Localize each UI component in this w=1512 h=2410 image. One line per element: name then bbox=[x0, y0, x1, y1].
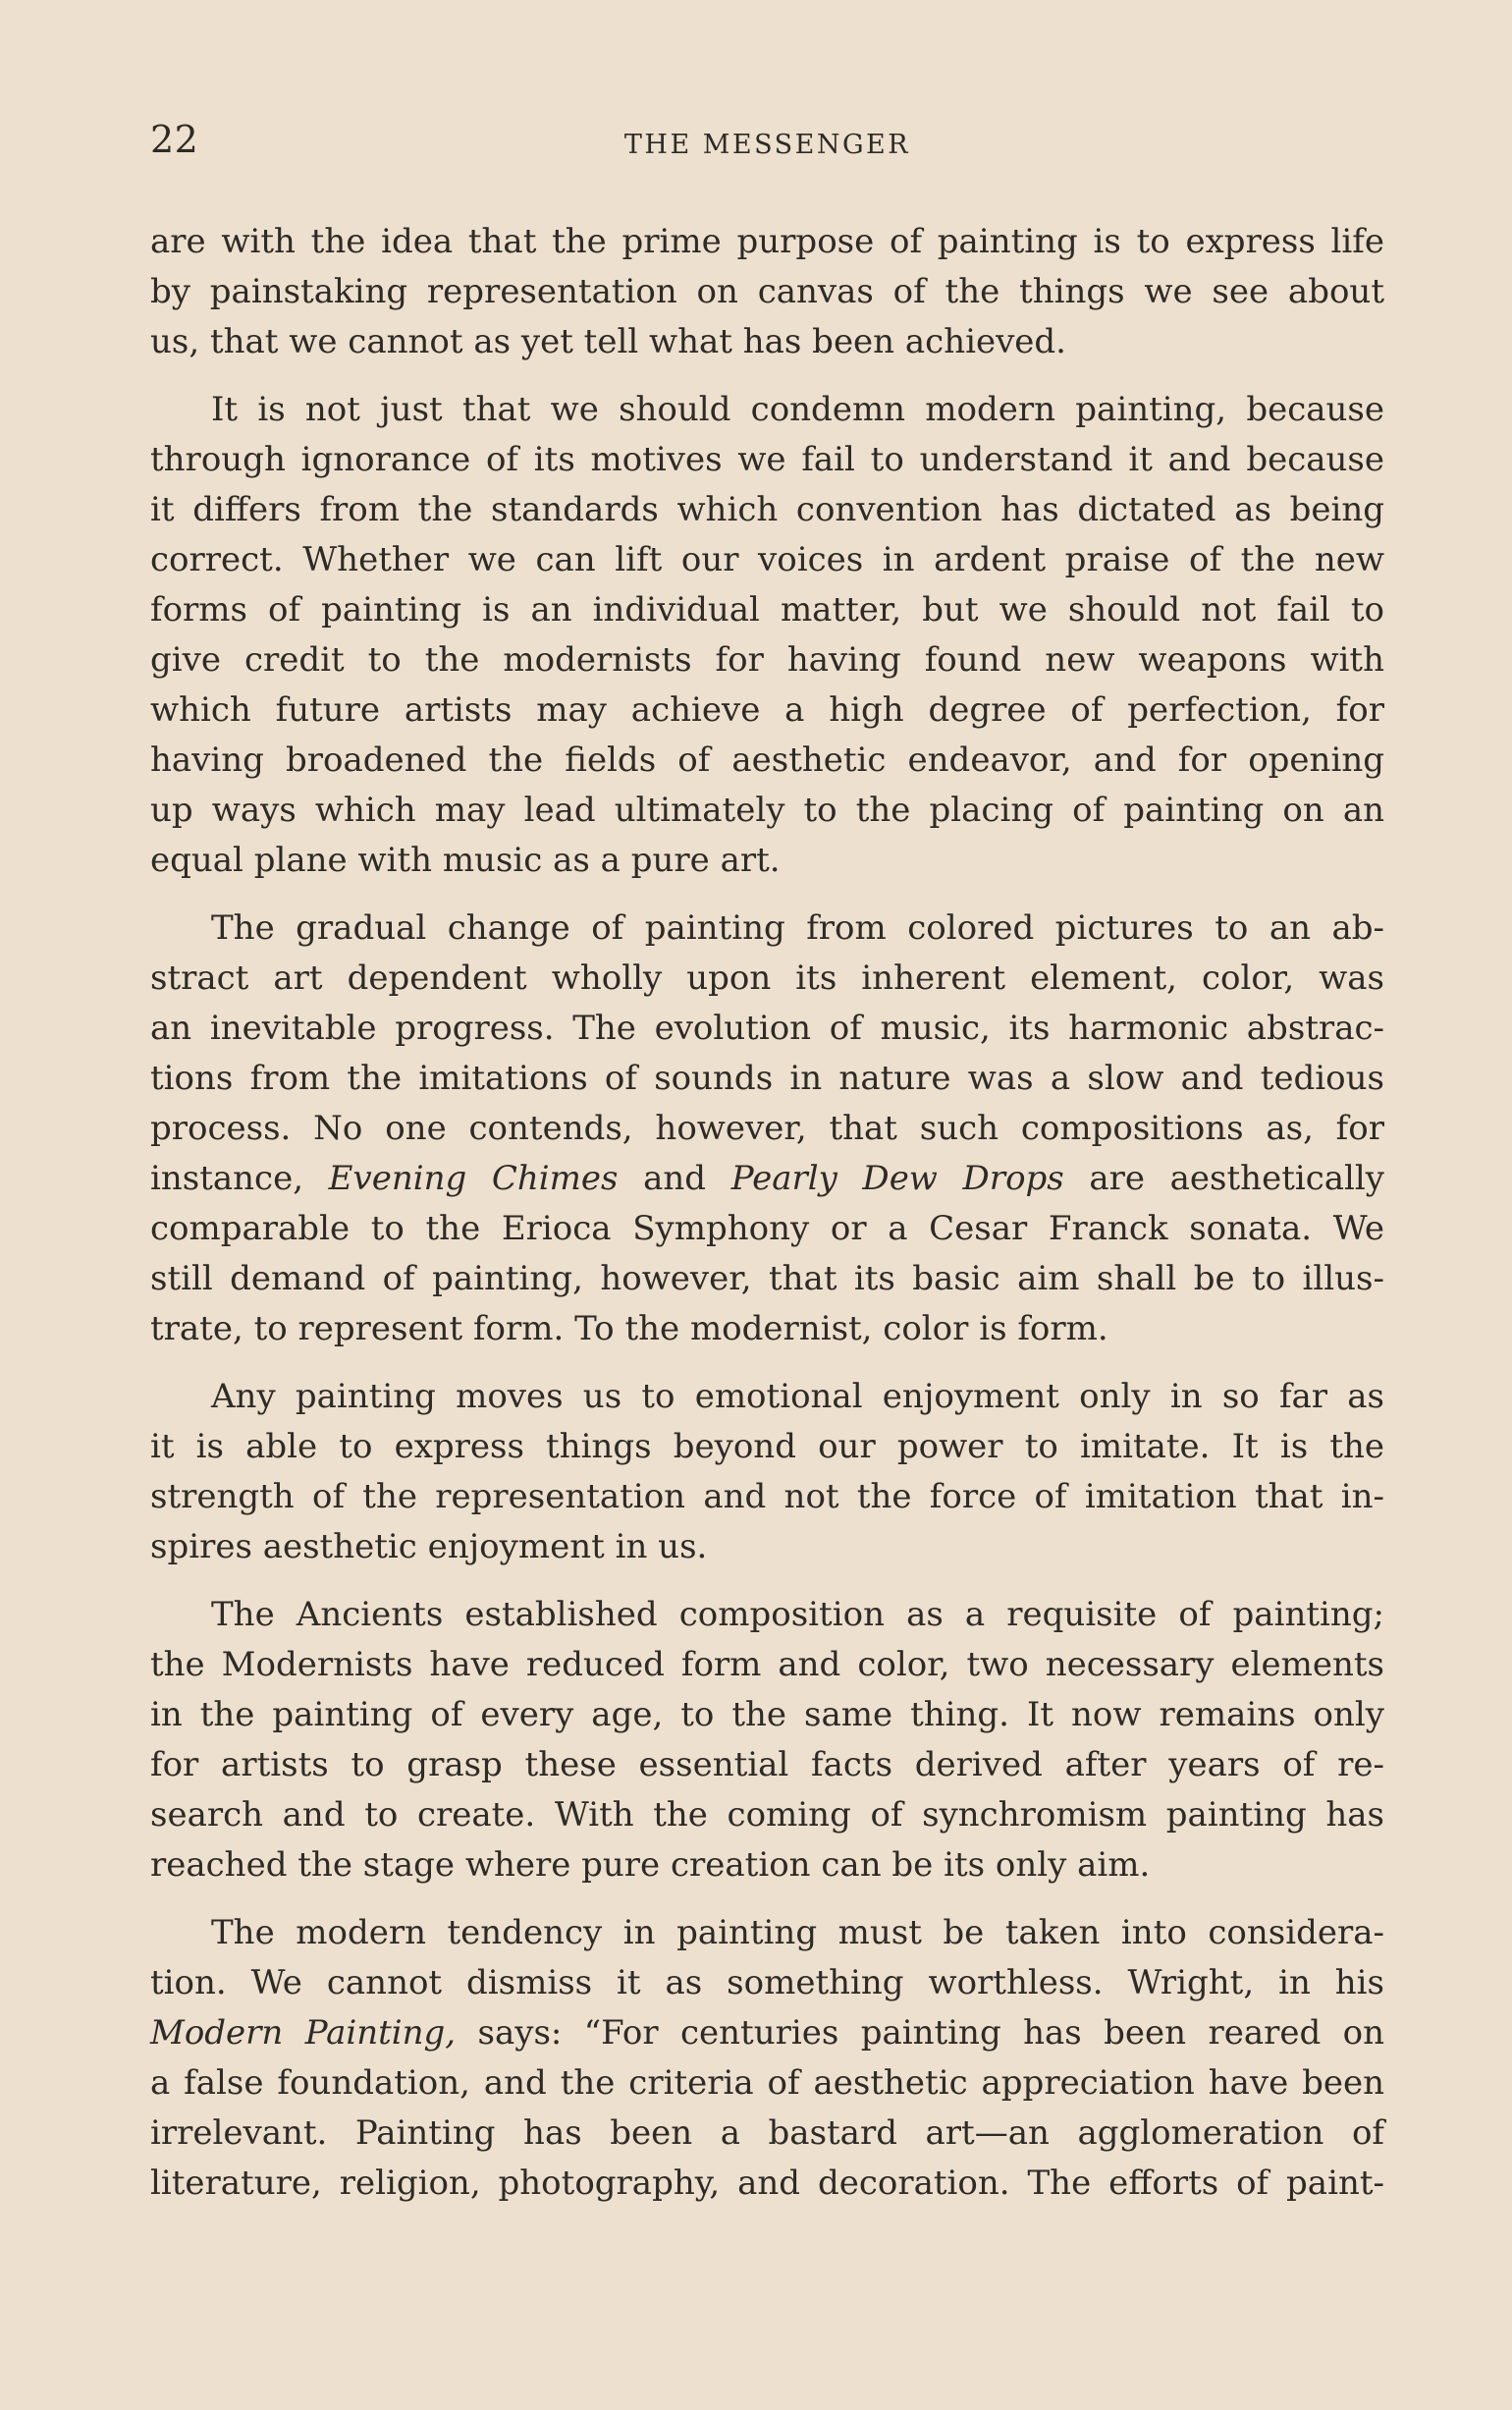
text-line: are with the idea that the prime purpose of painting is to express life bbox=[150, 222, 1384, 261]
text-line: The modern tendency in painting must be taken into considera- bbox=[211, 1913, 1384, 1952]
text-line: The gradual change of painting from colored pictures to an ab- bbox=[211, 908, 1384, 948]
text-line: give credit to the modernists for having found new weapons with bbox=[150, 640, 1384, 680]
text-line: comparable to the Erioca Symphony or a Cesar Franck sonata. We bbox=[150, 1209, 1384, 1248]
text-line: trate, to represent form. To the modernist, color is form. bbox=[150, 1309, 1108, 1348]
italic-title: Modern Painting, bbox=[150, 2013, 457, 2053]
paragraph-1 bbox=[150, 217, 1384, 367]
text-line: equal plane with music as a pure art. bbox=[150, 841, 781, 880]
text-line: up ways which may lead ultimately to the placing of painting on an bbox=[150, 791, 1384, 830]
text-line: an inevitable progress. The evolution of music, its harmonic abstrac- bbox=[150, 1009, 1384, 1048]
text-line: still demand of painting, however, that its basic aim shall be to illus- bbox=[150, 1259, 1384, 1298]
text-line: us, that we cannot as yet tell what has been achieved. bbox=[150, 322, 1066, 361]
text-line: reached the stage where pure creation can be its only aim. bbox=[150, 1845, 1151, 1885]
paragraph-4 bbox=[150, 1372, 1384, 1572]
text-line: it is able to express things beyond our power to imitate. It is the bbox=[150, 1427, 1384, 1466]
text-fragment: are aesthetically bbox=[1063, 1159, 1384, 1198]
text-line: stract art dependent wholly upon its inherent element, color, was bbox=[150, 959, 1384, 998]
text-line: in the painting of every age, to the same thing. It now remains only bbox=[150, 1695, 1384, 1734]
text-line: a false foundation, and the criteria of aesthetic appreciation have been bbox=[150, 2063, 1384, 2103]
text-fragment: and bbox=[618, 1159, 731, 1198]
italic-title: Evening Chimes bbox=[328, 1159, 619, 1198]
text-line: search and to create. With the coming of synchromism painting has bbox=[150, 1795, 1384, 1835]
running-header bbox=[150, 116, 1384, 175]
text-line: process. No one contends, however, that such compositions as, for bbox=[150, 1109, 1384, 1148]
text-line: tion. We cannot dismiss it as something worthless. Wright, in his bbox=[150, 1963, 1384, 2002]
paragraph-6 bbox=[150, 1908, 1384, 2209]
paragraph-3 bbox=[150, 904, 1384, 1354]
paragraph-5 bbox=[150, 1590, 1384, 1890]
paragraph-2 bbox=[150, 385, 1384, 886]
text-line: the Modernists have reduced form and color, two necessary elements bbox=[150, 1645, 1384, 1684]
text-line: tions from the imitations of sounds in nature was a slow and tedious bbox=[150, 1059, 1384, 1098]
text-line: It is not just that we should condemn modern painting, because bbox=[211, 390, 1384, 429]
text-line-with-title bbox=[150, 2008, 1384, 2058]
text-line: by painstaking representation on canvas of the things we see about bbox=[150, 272, 1384, 311]
text-line: for artists to grasp these essential facts derived after years of re- bbox=[150, 1745, 1384, 1784]
text-line: literature, religion, photography, and decoration. The efforts of paint- bbox=[150, 2164, 1384, 2203]
page-number: 22 bbox=[150, 118, 199, 161]
text-line: having broadened the fields of aesthetic endeavor, and for opening bbox=[150, 740, 1384, 780]
text-fragment: instance, bbox=[150, 1159, 329, 1198]
text-line: which future artists may achieve a high degree of perfection, for bbox=[150, 690, 1384, 730]
text-line: through ignorance of its motives we fail to understand it and because bbox=[150, 440, 1384, 479]
text-line: irrelevant. Painting has been a bastard art—an agglomeration of bbox=[150, 2113, 1384, 2153]
text-line: Any painting moves us to emotional enjoyment only in so far as bbox=[211, 1377, 1384, 1416]
text-line-with-titles bbox=[150, 1154, 1384, 1204]
journal-title: THE MESSENGER bbox=[623, 130, 911, 160]
text-line: correct. Whether we can lift our voices in ardent praise of the new bbox=[150, 540, 1384, 579]
text-line: strength of the representation and not the force of imitation that in- bbox=[150, 1477, 1384, 1516]
italic-title: Pearly Dew Drops bbox=[730, 1159, 1064, 1198]
text-line: spires aesthetic enjoyment in us. bbox=[150, 1527, 708, 1566]
body-text bbox=[150, 217, 1384, 2226]
text-line: it differs from the standards which convention has dictated as being bbox=[150, 490, 1384, 529]
text-fragment: says: “For centuries painting has been reared on bbox=[456, 2013, 1384, 2053]
text-line: forms of painting is an individual matter, but we should not fail to bbox=[150, 590, 1384, 630]
text-line: The Ancients established composition as a requisite of painting; bbox=[211, 1595, 1384, 1634]
